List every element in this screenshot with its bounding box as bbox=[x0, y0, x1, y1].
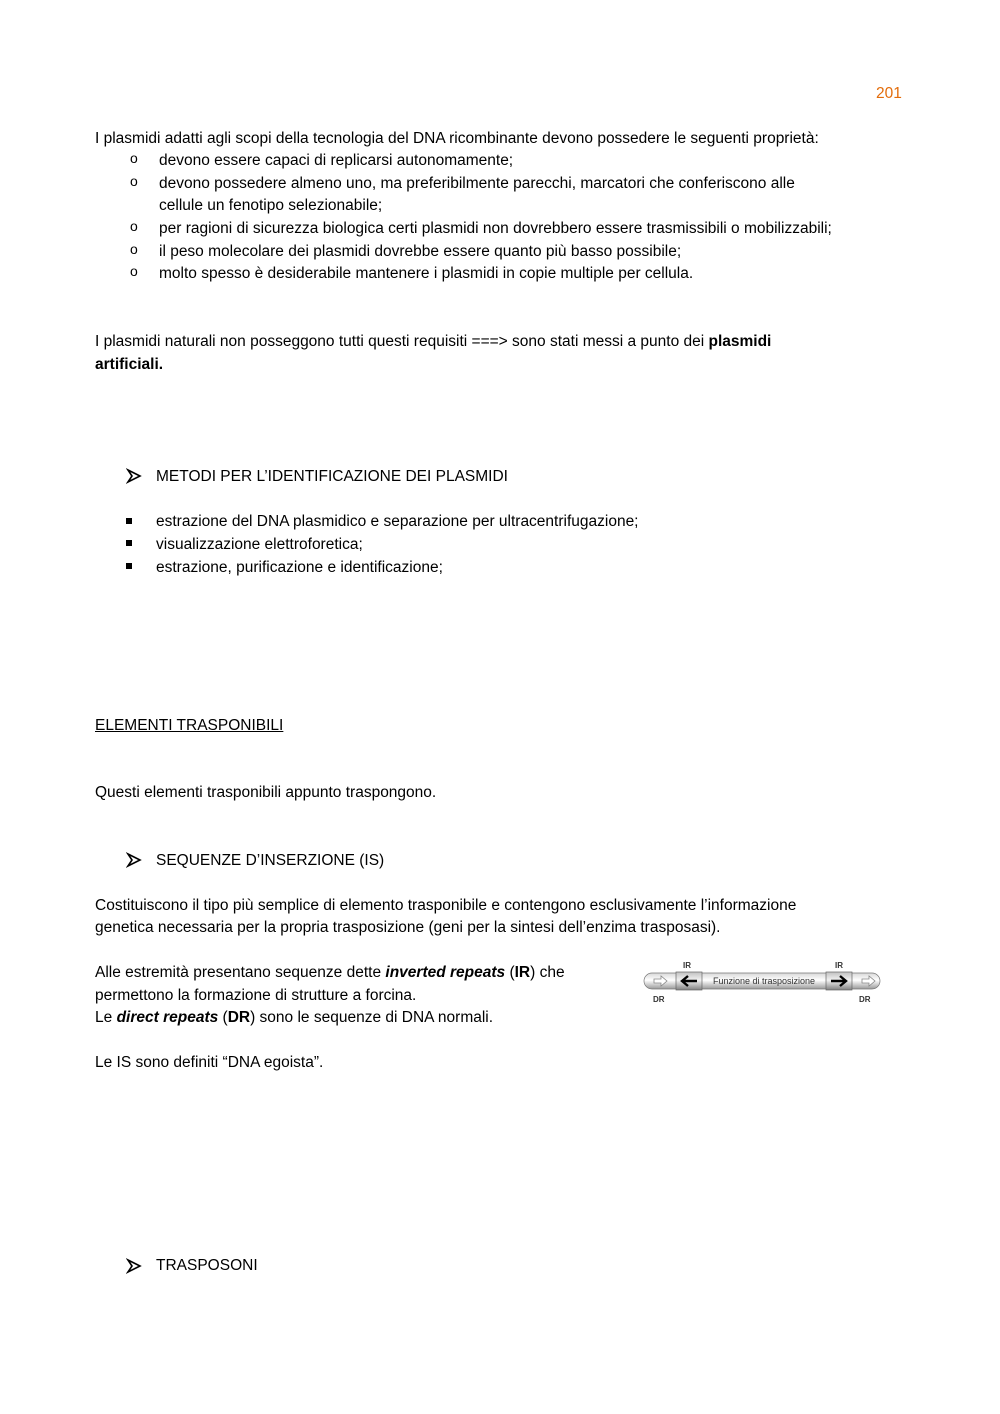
bold-term: plasmidi bbox=[708, 333, 772, 350]
list-bullet: o bbox=[130, 218, 138, 234]
dr-right-label: DR bbox=[859, 995, 871, 1004]
is-element-diagram bbox=[640, 958, 885, 1006]
arrow-bullet-icon bbox=[126, 852, 142, 868]
transposons-heading: TRASPOSONI bbox=[156, 1257, 258, 1274]
text-span: ) sono le sequenze di DNA normali. bbox=[250, 1009, 494, 1026]
list-item: molto spesso è desiderabile mantenere i plasmidi in copie multiple per cellula. bbox=[159, 265, 694, 282]
repeats-line: permettono la formazione di strutture a forcina. bbox=[95, 987, 417, 1004]
list-bullet: o bbox=[130, 263, 138, 279]
text-span: ( bbox=[218, 1009, 228, 1026]
list-item-continuation: cellule un fenotipo selezionabile; bbox=[159, 197, 383, 214]
dr-left-label: DR bbox=[653, 995, 665, 1004]
page-number: 201 bbox=[876, 85, 902, 102]
text-span: Le bbox=[95, 1009, 117, 1026]
natural-plasmids-paragraph bbox=[95, 331, 771, 353]
ir-left-label: IR bbox=[683, 961, 691, 970]
is-heading: SEQUENZE D’INSERZIONE (IS) bbox=[156, 852, 385, 869]
repeats-line bbox=[95, 1007, 493, 1029]
bold-term-continuation: artificiali. bbox=[95, 356, 164, 373]
list-bullet: o bbox=[130, 173, 138, 189]
repeats-line bbox=[95, 962, 565, 984]
natural-text: I plasmidi naturali non posseggono tutti questi requisiti ===> sono stati messi a punto dei bbox=[95, 333, 709, 350]
list-item: devono possedere almeno uno, ma preferibilmente parecchi, marcatori che conferiscono alle bbox=[159, 175, 795, 192]
list-bullet: o bbox=[130, 241, 138, 257]
text-span: Alle estremità presentano sequenze dette bbox=[95, 964, 386, 981]
square-bullet bbox=[126, 518, 132, 524]
text-span: ( bbox=[505, 964, 515, 981]
arrow-bullet-icon bbox=[126, 468, 142, 484]
methods-heading: METODI PER L’IDENTIFICAZIONE DEI PLASMIDI bbox=[156, 468, 508, 485]
list-bullet: o bbox=[130, 150, 138, 166]
term-inverted-repeats: inverted repeats bbox=[385, 964, 506, 981]
square-bullet bbox=[126, 540, 132, 546]
list-item: devono essere capaci di replicarsi autonomamente; bbox=[159, 152, 514, 169]
method-item: estrazione del DNA plasmidico e separazione per ultracentrifugazione; bbox=[156, 513, 639, 530]
section-title: ELEMENTI TRASPONIBILI bbox=[95, 717, 284, 734]
list-item: il peso molecolare dei plasmidi dovrebbe essere quanto più basso possibile; bbox=[159, 243, 682, 260]
square-bullet bbox=[126, 563, 132, 569]
abbr-dr: DR bbox=[227, 1009, 251, 1026]
method-item: visualizzazione elettroforetica; bbox=[156, 536, 363, 553]
method-item: estrazione, purificazione e identificazione; bbox=[156, 559, 443, 576]
intro-paragraph: I plasmidi adatti agli scopi della tecnologia del DNA ricombinante devono possedere le seguenti proprietà: bbox=[95, 130, 819, 147]
selfish-dna-sentence: Le IS sono definiti “DNA egoista”. bbox=[95, 1054, 324, 1071]
abbr-ir: IR bbox=[514, 964, 531, 981]
ir-right-label: IR bbox=[835, 961, 843, 970]
is-description: genetica necessaria per la propria trasposizione (geni per la sintesi dell’enzima trasposasi). bbox=[95, 919, 721, 936]
is-description: Costituiscono il tipo più semplice di elemento trasponibile e contengono esclusivamente l’informazione bbox=[95, 897, 797, 914]
term-direct-repeats: direct repeats bbox=[116, 1009, 219, 1026]
transposition-function-label: Funzione di trasposizione bbox=[712, 976, 816, 986]
list-item: per ragioni di sicurezza biologica certi plasmidi non dovrebbero essere trasmissibili o mobilizzabili; bbox=[159, 220, 832, 237]
section-intro: Questi elementi trasponibili appunto traspongono. bbox=[95, 784, 437, 801]
arrow-bullet-icon bbox=[126, 1258, 142, 1274]
text-span: ) che bbox=[530, 964, 565, 981]
